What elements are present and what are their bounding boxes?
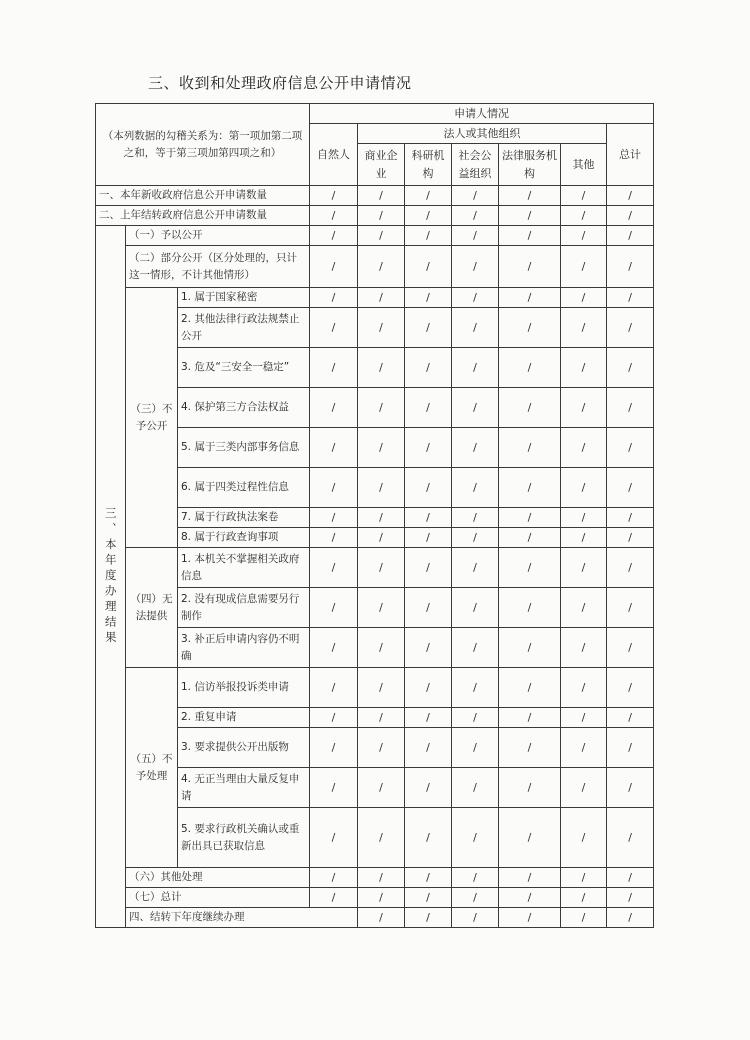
value-cell: / <box>358 288 405 308</box>
value-cell: / <box>561 728 607 768</box>
value-cell: / <box>561 868 607 888</box>
value-cell: / <box>499 808 561 868</box>
value-cell: / <box>561 708 607 728</box>
value-cell: / <box>561 668 607 708</box>
value-cell: / <box>499 708 561 728</box>
value-cell: / <box>358 308 405 348</box>
value-cell: / <box>561 808 607 868</box>
value-cell: / <box>452 428 499 468</box>
value-cell: / <box>561 888 607 908</box>
value-cell: / <box>499 628 561 668</box>
value-cell: / <box>452 808 499 868</box>
value-cell: / <box>561 186 607 206</box>
value-cell: / <box>499 868 561 888</box>
value-cell: / <box>452 908 499 928</box>
value-cell: / <box>607 548 654 588</box>
value-cell: / <box>561 226 607 246</box>
value-cell: / <box>358 528 405 548</box>
value-cell: / <box>607 468 654 508</box>
value-cell: / <box>499 888 561 908</box>
value-cell: / <box>358 388 405 428</box>
group-3-label: （三）不予公开 <box>126 288 178 548</box>
value-cell: / <box>405 246 452 288</box>
value-cell: / <box>607 628 654 668</box>
row-label: 5. 要求行政机关确认或重新出具已获取信息 <box>178 808 310 868</box>
row-label: （一）予以公开 <box>126 226 310 246</box>
value-cell: / <box>405 588 452 628</box>
value-cell: / <box>452 348 499 388</box>
value-cell: / <box>405 868 452 888</box>
value-cell: / <box>499 908 561 928</box>
value-cell: / <box>405 708 452 728</box>
info-disclosure-table <box>95 103 654 928</box>
value-cell: / <box>499 548 561 588</box>
value-cell: / <box>358 226 405 246</box>
value-cell: / <box>452 308 499 348</box>
research-header: 科研机构 <box>405 144 452 186</box>
row-label: 2. 其他法律行政法规禁止公开 <box>178 308 310 348</box>
value-cell: / <box>310 288 358 308</box>
value-cell: / <box>452 226 499 246</box>
social-header: 社会公益组织 <box>452 144 499 186</box>
value-cell: / <box>358 728 405 768</box>
row-label: 3. 补正后申请内容仍不明确 <box>178 628 310 668</box>
value-cell: / <box>358 768 405 808</box>
value-cell: / <box>561 388 607 428</box>
value-cell: / <box>561 428 607 468</box>
value-cell: / <box>358 868 405 888</box>
value-cell: / <box>405 468 452 508</box>
value-cell: / <box>358 708 405 728</box>
value-cell: / <box>358 508 405 528</box>
value-cell: / <box>607 528 654 548</box>
value-cell: / <box>607 668 654 708</box>
value-cell: / <box>499 768 561 808</box>
value-cell: / <box>310 808 358 868</box>
value-cell: / <box>452 528 499 548</box>
value-cell: / <box>499 468 561 508</box>
value-cell: / <box>561 246 607 288</box>
value-cell: / <box>310 868 358 888</box>
value-cell: / <box>499 728 561 768</box>
value-cell: / <box>499 246 561 288</box>
group-5-label: （五）不予处理 <box>126 668 178 868</box>
value-cell: / <box>607 708 654 728</box>
value-cell: / <box>607 348 654 388</box>
value-cell: / <box>607 428 654 468</box>
row-label: 3. 危及“三安全一稳定” <box>178 348 310 388</box>
row-label: 四、结转下年度继续办理 <box>126 908 358 928</box>
value-cell: / <box>310 206 358 226</box>
value-cell: / <box>310 628 358 668</box>
value-cell: / <box>561 308 607 348</box>
other-header: 其他 <box>561 144 607 186</box>
value-cell: / <box>499 226 561 246</box>
row-label: 1. 属于国家秘密 <box>178 288 310 308</box>
value-cell: / <box>310 508 358 528</box>
value-cell: / <box>452 388 499 428</box>
row-label: （七）总计 <box>126 888 310 908</box>
value-cell: / <box>452 888 499 908</box>
value-cell: / <box>358 668 405 708</box>
value-cell: / <box>607 868 654 888</box>
row-label: 2. 重复申请 <box>178 708 310 728</box>
value-cell: / <box>607 888 654 908</box>
value-cell: / <box>310 548 358 588</box>
value-cell: / <box>452 728 499 768</box>
value-cell: / <box>310 728 358 768</box>
value-cell: / <box>561 288 607 308</box>
value-cell: / <box>499 308 561 348</box>
value-cell: / <box>607 288 654 308</box>
group-4-label: （四）无法提供 <box>126 548 178 668</box>
value-cell: / <box>310 528 358 548</box>
value-cell: / <box>405 548 452 588</box>
value-cell: / <box>452 288 499 308</box>
value-cell: / <box>561 908 607 928</box>
value-cell: / <box>607 768 654 808</box>
value-cell: / <box>607 226 654 246</box>
row-label: 一、本年新收政府信息公开申请数量 <box>96 186 310 206</box>
value-cell: / <box>607 186 654 206</box>
value-cell: / <box>405 348 452 388</box>
value-cell: / <box>358 888 405 908</box>
value-cell: / <box>499 388 561 428</box>
value-cell: / <box>561 468 607 508</box>
value-cell: / <box>358 908 405 928</box>
value-cell: / <box>499 186 561 206</box>
value-cell: / <box>499 508 561 528</box>
value-cell: / <box>499 288 561 308</box>
value-cell: / <box>499 528 561 548</box>
value-cell: / <box>405 308 452 348</box>
row-label: 1. 本机关不掌握相关政府信息 <box>178 548 310 588</box>
value-cell: / <box>310 668 358 708</box>
value-cell: / <box>358 348 405 388</box>
value-cell: / <box>452 768 499 808</box>
row-label: 1. 信访举报投诉类申请 <box>178 668 310 708</box>
value-cell: / <box>607 246 654 288</box>
value-cell: / <box>358 808 405 868</box>
value-cell: / <box>452 508 499 528</box>
row-label: 二、上年结转政府信息公开申请数量 <box>96 206 310 226</box>
section-3-label: 三、本年度办理结果 <box>96 226 126 928</box>
natural-person-header: 自然人 <box>310 124 358 186</box>
value-cell: / <box>405 508 452 528</box>
row-label: 4. 保护第三方合法权益 <box>178 388 310 428</box>
value-cell: / <box>607 908 654 928</box>
value-cell: / <box>452 206 499 226</box>
value-cell: / <box>499 428 561 468</box>
applicant-header: 申请人情况 <box>310 104 654 124</box>
value-cell: / <box>607 388 654 428</box>
value-cell: / <box>405 908 452 928</box>
legal-service-header: 法律服务机构 <box>499 144 561 186</box>
value-cell: / <box>499 588 561 628</box>
value-cell: / <box>358 186 405 206</box>
value-cell: / <box>405 388 452 428</box>
value-cell: / <box>358 548 405 588</box>
value-cell: / <box>607 808 654 868</box>
value-cell: / <box>561 508 607 528</box>
row-label: 8. 属于行政查询事项 <box>178 528 310 548</box>
row-label: 2. 没有现成信息需要另行制作 <box>178 588 310 628</box>
value-cell: / <box>452 628 499 668</box>
value-cell: / <box>405 668 452 708</box>
value-cell: / <box>405 288 452 308</box>
value-cell: / <box>310 226 358 246</box>
value-cell: / <box>358 588 405 628</box>
value-cell: / <box>405 808 452 868</box>
commercial-header: 商业企业 <box>358 144 405 186</box>
value-cell: / <box>561 548 607 588</box>
value-cell: / <box>499 668 561 708</box>
value-cell: / <box>310 588 358 628</box>
row-label: 6. 属于四类过程性信息 <box>178 468 310 508</box>
value-cell: / <box>452 246 499 288</box>
value-cell: / <box>405 888 452 908</box>
value-cell: / <box>310 348 358 388</box>
value-cell: / <box>405 768 452 808</box>
value-cell: / <box>607 206 654 226</box>
value-cell: / <box>561 628 607 668</box>
value-cell: / <box>310 888 358 908</box>
value-cell: / <box>405 728 452 768</box>
value-cell: / <box>310 768 358 808</box>
value-cell: / <box>607 588 654 628</box>
value-cell: / <box>405 428 452 468</box>
value-cell: / <box>452 708 499 728</box>
value-cell: / <box>452 468 499 508</box>
value-cell: / <box>358 428 405 468</box>
value-cell: / <box>405 186 452 206</box>
note-cell: （本列数据的勾稽关系为：第一项加第二项之和，等于第三项加第四项之和） <box>96 104 310 186</box>
value-cell: / <box>310 708 358 728</box>
value-cell: / <box>561 206 607 226</box>
value-cell: / <box>358 628 405 668</box>
value-cell: / <box>452 668 499 708</box>
value-cell: / <box>310 388 358 428</box>
value-cell: / <box>561 528 607 548</box>
value-cell: / <box>310 186 358 206</box>
value-cell: / <box>607 728 654 768</box>
value-cell: / <box>499 206 561 226</box>
value-cell: / <box>452 548 499 588</box>
row-label: （二）部分公开（区分处理的，只计这一情形，不计其他情形） <box>126 246 310 288</box>
value-cell: / <box>310 468 358 508</box>
value-cell: / <box>561 768 607 808</box>
legal-org-header: 法人或其他组织 <box>358 124 607 144</box>
row-label: （六）其他处理 <box>126 868 310 888</box>
value-cell: / <box>607 308 654 348</box>
value-cell: / <box>561 348 607 388</box>
value-cell: / <box>452 186 499 206</box>
row-label: 5. 属于三类内部事务信息 <box>178 428 310 468</box>
page-title: 三、收到和处理政府信息公开申请情况 <box>148 74 412 92</box>
value-cell: / <box>405 226 452 246</box>
value-cell: / <box>310 246 358 288</box>
value-cell: / <box>452 588 499 628</box>
value-cell: / <box>499 348 561 388</box>
value-cell: / <box>358 468 405 508</box>
value-cell: / <box>561 588 607 628</box>
row-label: 4. 无正当理由大量反复申请 <box>178 768 310 808</box>
row-label: 7. 属于行政执法案卷 <box>178 508 310 528</box>
value-cell: / <box>405 628 452 668</box>
value-cell: / <box>405 206 452 226</box>
value-cell: / <box>310 428 358 468</box>
value-cell: / <box>358 206 405 226</box>
value-cell: / <box>405 528 452 548</box>
value-cell: / <box>452 868 499 888</box>
row-label: 3. 要求提供公开出版物 <box>178 728 310 768</box>
total-header: 总计 <box>607 124 654 186</box>
value-cell: / <box>607 508 654 528</box>
value-cell: / <box>310 308 358 348</box>
value-cell: / <box>358 246 405 288</box>
